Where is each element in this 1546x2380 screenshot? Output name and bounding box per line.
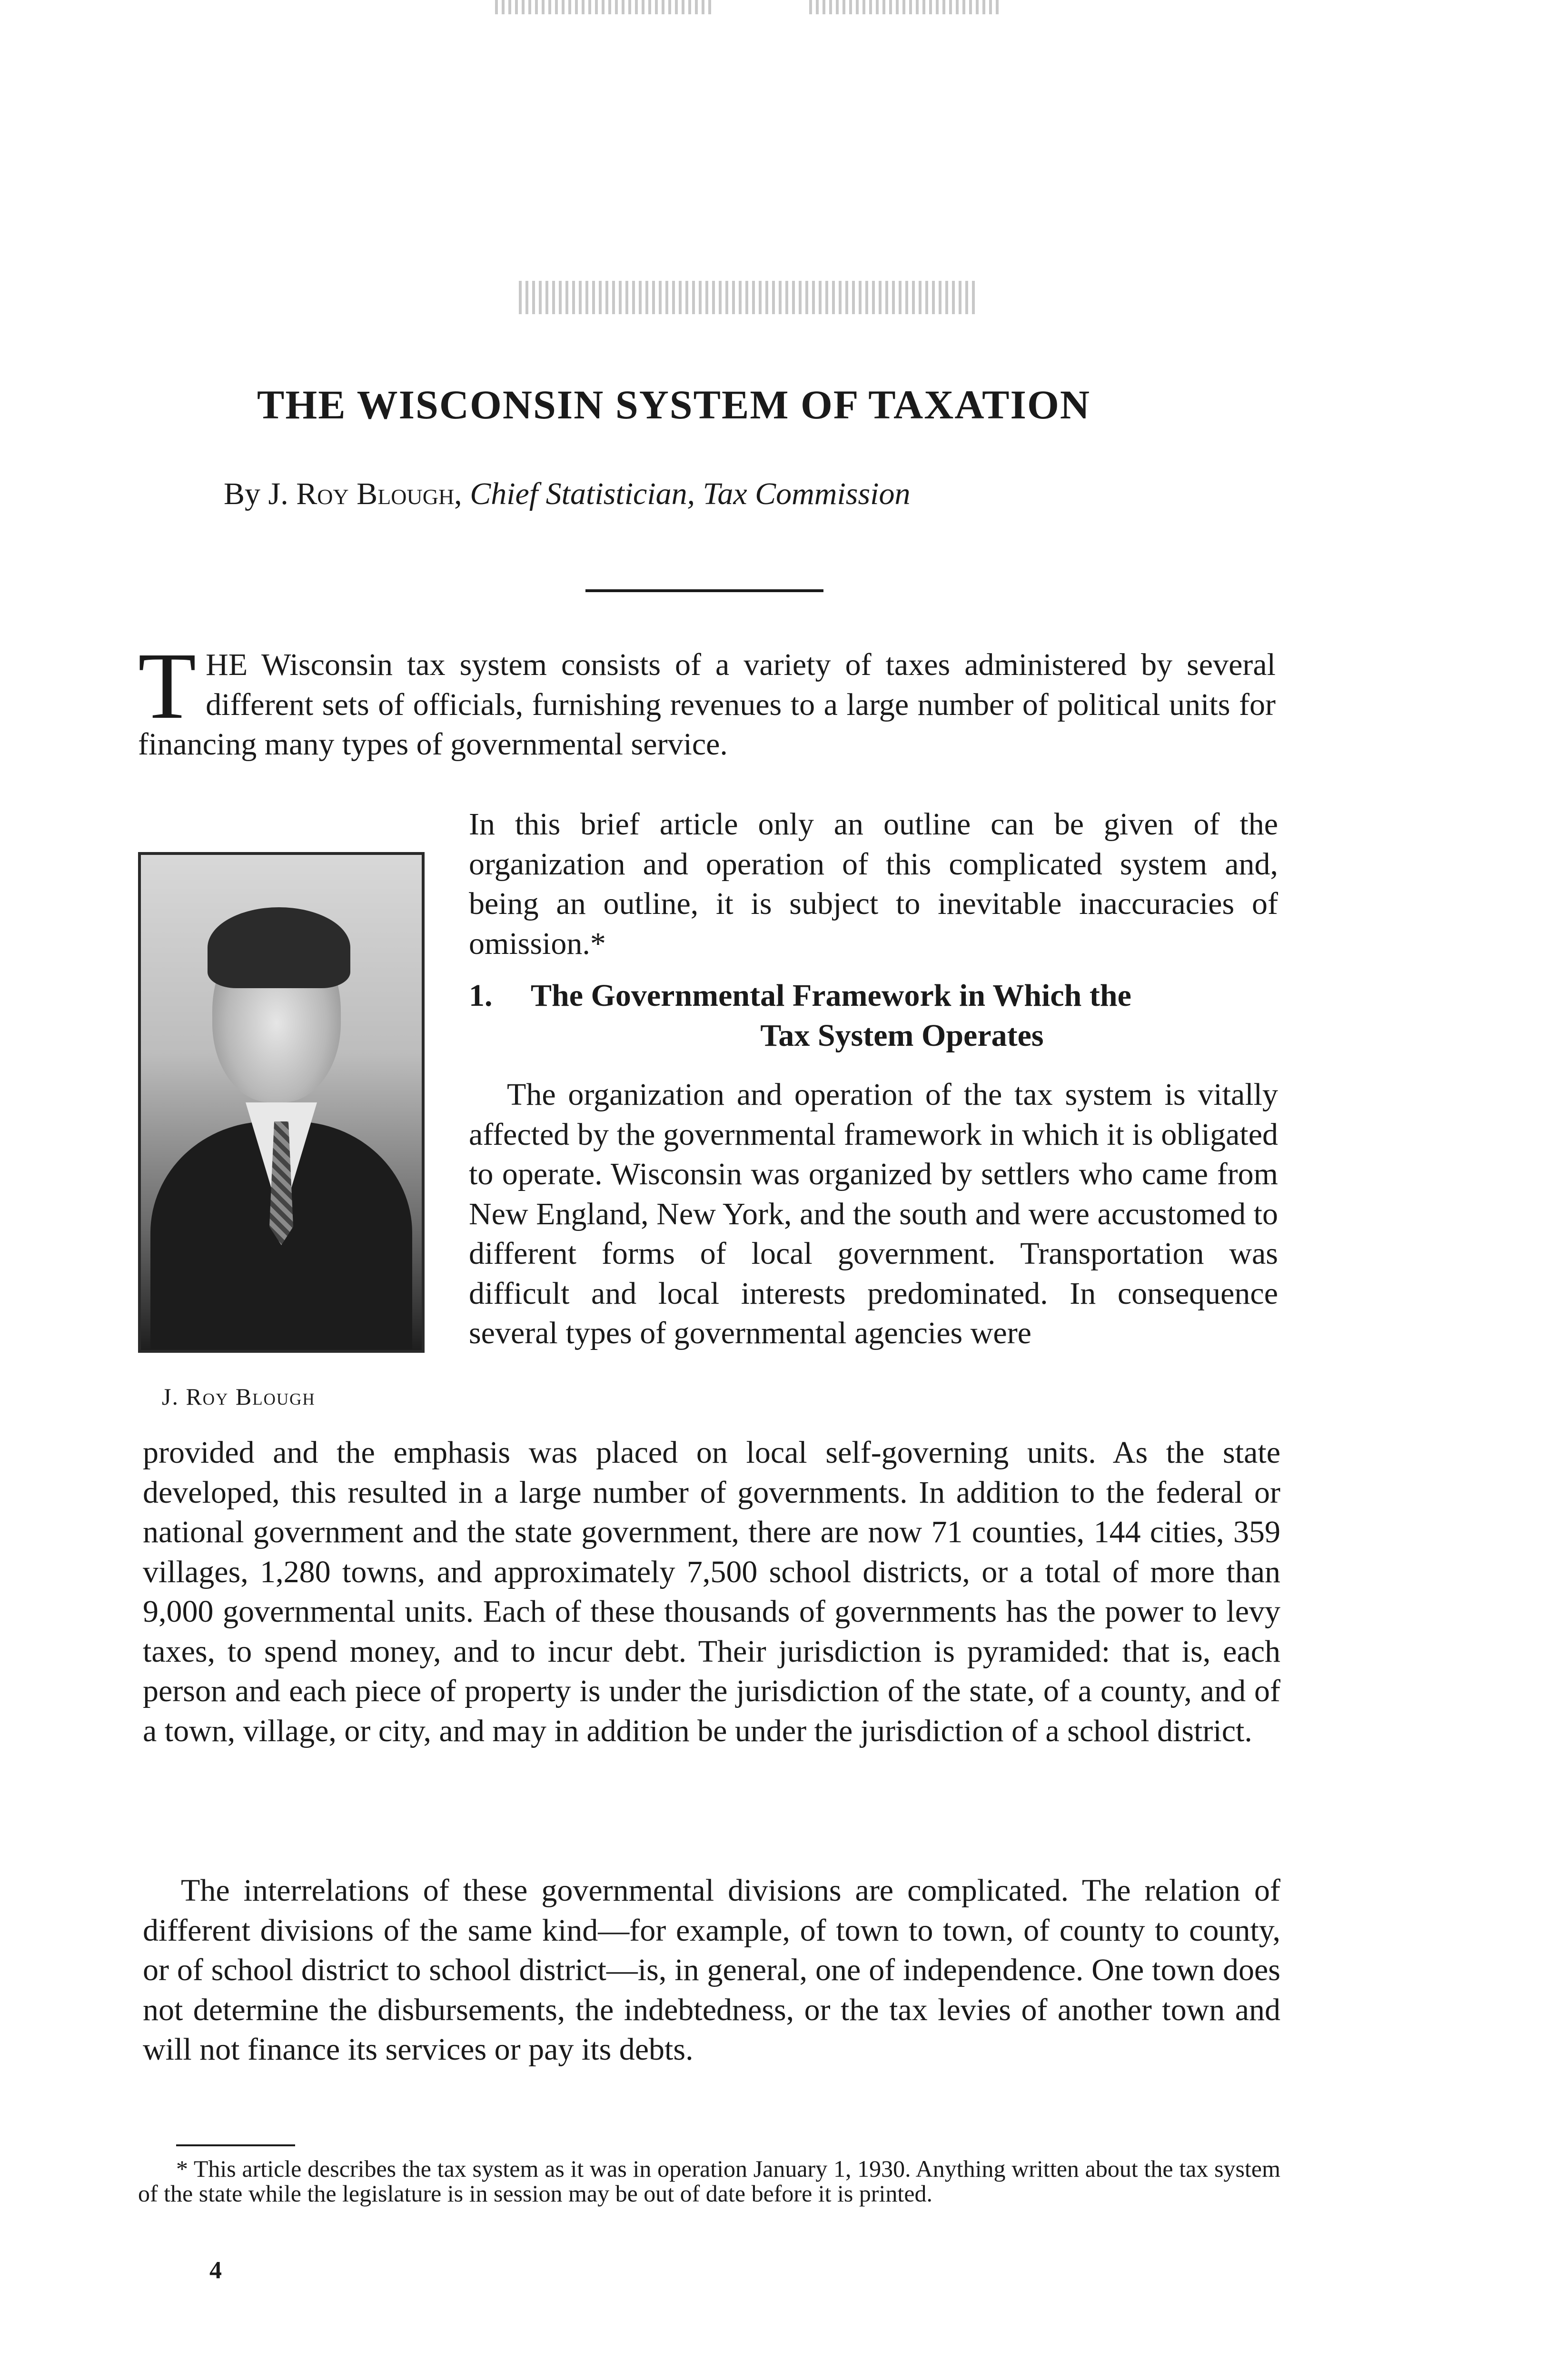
footnote-divider <box>176 2144 295 2146</box>
portrait-caption: J. Roy Blough <box>162 1383 316 1410</box>
byline-author: Roy Blough, <box>296 476 462 511</box>
portrait-hair <box>208 907 350 988</box>
intro-text-wide: HE Wisconsin tax system consists of a variety of taxes administered by several different sets of officials, furnishing revenues to a large number of political units for financing many types of governmental service. <box>138 647 1276 762</box>
scan-artifact-top-right <box>809 0 1000 14</box>
scan-artifact-middle <box>519 281 976 314</box>
section-paragraph-2: The interrelations of these governmental divisions are complicated. The relation of different divisions of the same kind—for example, of town to town, of county to county, or of school district to school district—is, in general, one of independence. One town does not determine the disbursements, the indebtedness, or the tax levies of another town and will not finance its services or pay its debts. <box>143 1873 1280 2067</box>
section-paragraph-1-narrow: The organization and operation of the tax system is vitally affected by the governmental framework in which it is obligated to operate. Wisconsin was organized by settlers who came from New England, New York, and the south and were accustomed to different forms of local government. Transportation was difficult and local interests predominated. In consequence several types of governmental agencies were <box>469 1077 1278 1350</box>
article-byline <box>224 476 1223 512</box>
byline-position: Chief Statistician, Tax Commission <box>470 476 911 511</box>
page-number: 4 <box>209 2257 222 2284</box>
author-portrait <box>138 852 425 1353</box>
footnote: * This article describes the tax system as it was in operation January 1, 1930. Anything written about the tax system of the state while the legislature is in session may be out of date before it is printed. <box>138 2155 1280 2207</box>
scan-artifact-top-left <box>495 0 714 14</box>
title-divider <box>585 589 823 592</box>
section-paragraph-1-full: provided and the emphasis was placed on local self-governing units. As the state developed, this resulted in a large number of governments. In addition to the federal or national government and the state government, there are now 71 counties, 144 cities, 359 villages, 1,280 towns, and approximately 7,500 school districts, or a total of more than 9,000 governmental units. Each of these thousands of governments has the power to levy taxes, to spend money, and to incur debt. Their jurisdiction is pyramided: that is, each person and each piece of property is under the jurisdiction of the state, of a county, and of a town, village, or city, and may in addition be under the jurisdiction of a school district. <box>143 1435 1280 1748</box>
section-heading-line1: The Governmental Framework in Which the <box>531 978 1131 1013</box>
intro-paragraph <box>138 634 1276 764</box>
drop-cap: T <box>138 634 197 739</box>
intro-paragraph-continued: In this brief article only an outline can be given of the organization and operation of this complicated system and, being an outline, it is subject to inevitable inaccuracies of omission.* <box>469 807 1278 961</box>
article-title: THE WISCONSIN SYSTEM OF TAXATION <box>257 382 1090 427</box>
section-number: 1. <box>469 978 493 1013</box>
byline-prefix: By J. <box>224 476 288 511</box>
section-heading-line2: Tax System Operates <box>760 1018 1044 1053</box>
section-heading <box>469 976 1278 1056</box>
